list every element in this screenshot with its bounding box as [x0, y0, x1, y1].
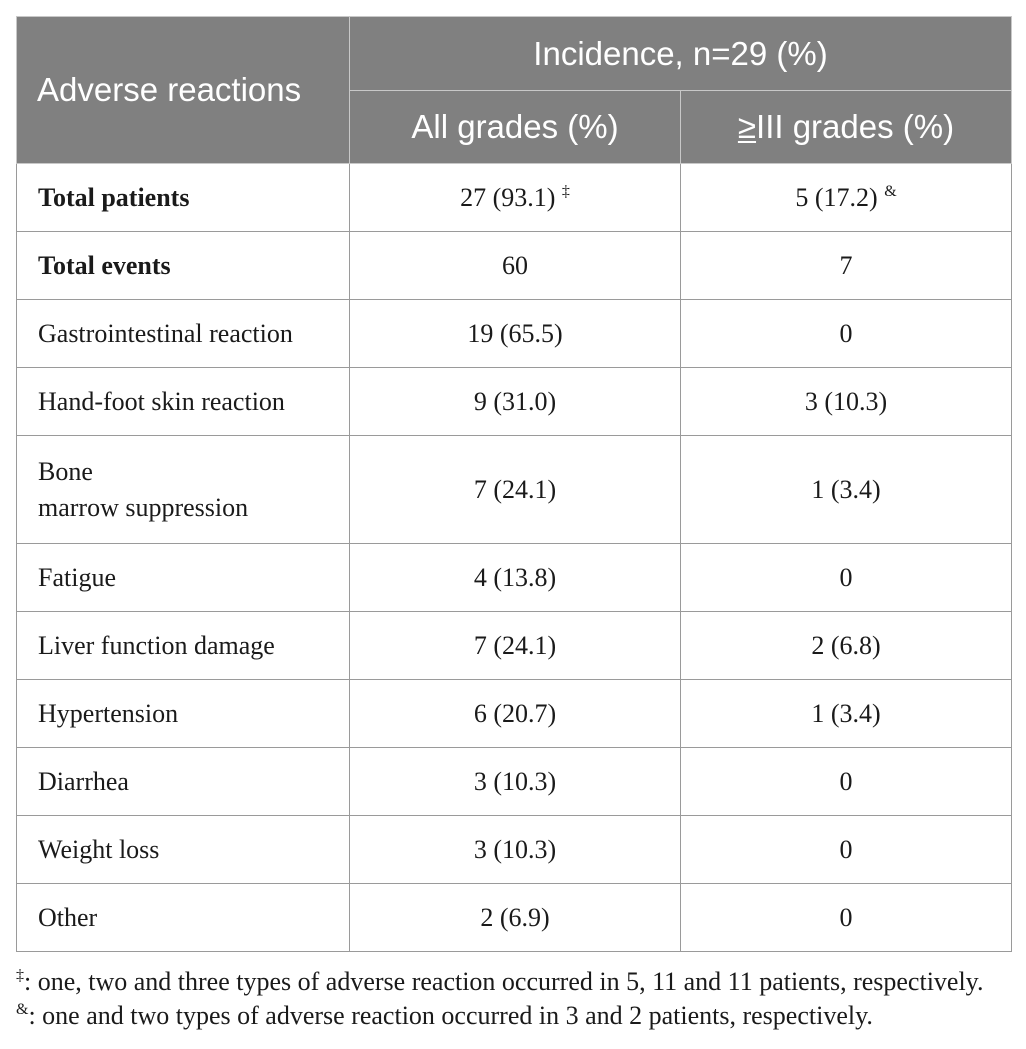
all-grades-cell: 2 (6.9) — [350, 884, 681, 952]
footnote-mark-ampersand: & — [16, 1001, 29, 1018]
table-row — [17, 300, 1012, 368]
footnote-mark-double-dagger: ‡ — [16, 967, 24, 984]
ge-symbol: ≥ — [737, 108, 757, 145]
footnotes — [16, 965, 1016, 1033]
row-label: Weight loss — [17, 816, 350, 884]
grade-3-cell: 3 (10.3) — [681, 368, 1012, 436]
all-grades-cell: 3 (10.3) — [350, 748, 681, 816]
footnote-mark-ampersand: & — [884, 182, 897, 200]
footnote-1 — [16, 965, 1016, 999]
row-label-line-1: Bone — [38, 456, 93, 486]
header-grade-3-plus — [681, 91, 1012, 164]
all-grades-cell: 7 (24.1) — [350, 612, 681, 680]
grade-3-cell: 0 — [681, 300, 1012, 368]
all-grades-cell: 9 (31.0) — [350, 368, 681, 436]
table-row — [17, 612, 1012, 680]
grade-3-cell: 0 — [681, 816, 1012, 884]
row-label: Total events — [17, 232, 350, 300]
grade-3-cell: 2 (6.8) — [681, 612, 1012, 680]
adverse-reactions-table-container — [16, 16, 1011, 952]
grade-3-cell: 0 — [681, 544, 1012, 612]
row-label — [17, 436, 350, 544]
all-grades-cell: 6 (20.7) — [350, 680, 681, 748]
table-row — [17, 164, 1012, 232]
row-label-line-2: marrow suppression — [38, 492, 249, 522]
row-label: Other — [17, 884, 350, 952]
footnote-text: : one, two and three types of adverse reaction occurred in 5, 11 and 11 patients, respectively. — [24, 967, 984, 996]
row-label: Liver function damage — [17, 612, 350, 680]
all-grades-cell — [350, 164, 681, 232]
table-row — [17, 748, 1012, 816]
grade-3-cell: 1 (3.4) — [681, 436, 1012, 544]
table-row — [17, 232, 1012, 300]
row-label: Hypertension — [17, 680, 350, 748]
table-row — [17, 816, 1012, 884]
all-grades-cell: 60 — [350, 232, 681, 300]
row-label: Diarrhea — [17, 748, 350, 816]
all-grades-cell: 19 (65.5) — [350, 300, 681, 368]
grade-3-cell: 1 (3.4) — [681, 680, 1012, 748]
grade-3-cell: 0 — [681, 748, 1012, 816]
row-label: Total patients — [17, 164, 350, 232]
row-label: Hand-foot skin reaction — [17, 368, 350, 436]
all-grades-cell: 7 (24.1) — [350, 436, 681, 544]
cell-value: 27 (93.1) — [460, 182, 556, 212]
table-row — [17, 436, 1012, 544]
header-incidence: Incidence, n=29 (%) — [350, 17, 1012, 91]
grade-3-label: III grades (%) — [756, 108, 955, 145]
table-row — [17, 884, 1012, 952]
header-adverse-reactions: Adverse reactions — [17, 17, 350, 164]
footnote-text: : one and two types of adverse reaction occurred in 3 and 2 patients, respectively. — [28, 1001, 873, 1030]
all-grades-cell: 3 (10.3) — [350, 816, 681, 884]
grade-3-cell: 7 — [681, 232, 1012, 300]
grade-3-cell: 0 — [681, 884, 1012, 952]
table-row — [17, 368, 1012, 436]
row-label: Fatigue — [17, 544, 350, 612]
cell-value: 5 (17.2) — [795, 182, 878, 212]
all-grades-cell: 4 (13.8) — [350, 544, 681, 612]
header-all-grades: All grades (%) — [350, 91, 681, 164]
header-row-top — [17, 17, 1012, 91]
grade-3-cell — [681, 164, 1012, 232]
footnote-mark-double-dagger: ‡ — [561, 182, 570, 200]
row-label: Gastrointestinal reaction — [17, 300, 350, 368]
table-row — [17, 544, 1012, 612]
adverse-reactions-table — [16, 16, 1012, 952]
table-row — [17, 680, 1012, 748]
footnote-2 — [16, 999, 1016, 1033]
